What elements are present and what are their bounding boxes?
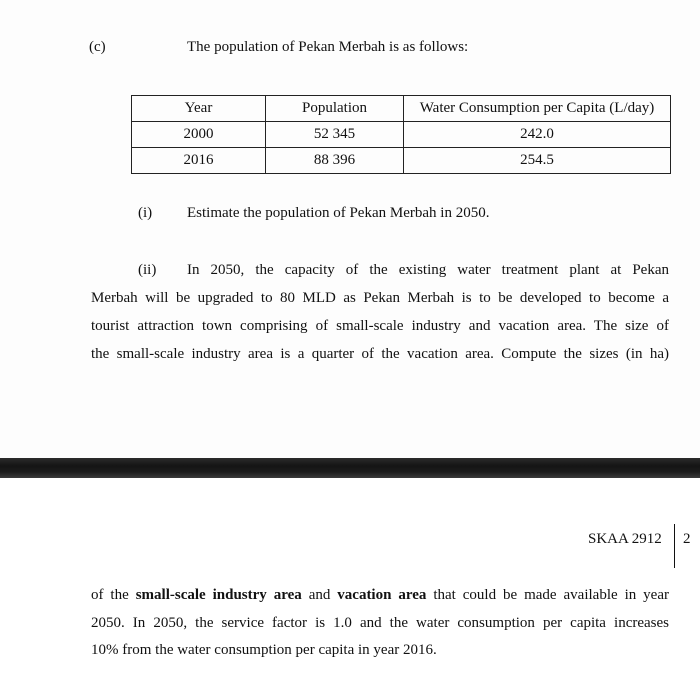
table-header-row	[132, 96, 671, 122]
header-year: Year	[132, 96, 266, 122]
continuation-line-1	[91, 587, 669, 604]
table-row	[132, 122, 671, 148]
table-row	[132, 148, 671, 174]
sub-ii-label: (ii)	[138, 262, 157, 278]
cell-population: 52 345	[266, 122, 404, 148]
small-scale-industry-area-term: small-scale industry area	[135, 587, 302, 603]
sub-ii-line-3: tourist attraction town comprising of small-scale industry and vacation area. The size of	[91, 318, 669, 334]
header-water-consumption: Water Consumption per Capita (L/day)	[404, 96, 671, 122]
question-intro: The population of Pekan Merbah is as follows:	[187, 39, 469, 55]
page-separator-band	[0, 458, 700, 478]
sub-ii-line-2: Merbah will be upgraded to 80 MLD as Pekan Merbah is to be developed to become a	[91, 290, 669, 306]
sub-i-text: Estimate the population of Pekan Merbah in 2050.	[187, 205, 490, 221]
continuation-line-3: 10% from the water consumption per capita in year 2016.	[91, 642, 437, 658]
cell-year: 2016	[132, 148, 266, 174]
vacation-area-term: vacation area	[337, 587, 427, 603]
sub-ii-line-1: In 2050, the capacity of the existing water treatment plant at Pekan	[187, 262, 669, 278]
page-number: 2	[683, 531, 691, 547]
cell-population: 88 396	[266, 148, 404, 174]
population-table	[131, 95, 671, 174]
sub-i-label: (i)	[138, 205, 153, 221]
continuation-text: that could be made available in year	[426, 587, 669, 603]
sub-ii-line-4: the small-scale industry area is a quarter of the vacation area. Compute the sizes (in ha)	[91, 346, 669, 362]
course-code: SKAA 2912	[588, 531, 662, 547]
question-part-label: (c)	[89, 39, 106, 55]
continuation-line-2: 2050. In 2050, the service factor is 1.0 and the water consumption per capita increases	[91, 615, 669, 631]
cell-consumption: 254.5	[404, 148, 671, 174]
header-population: Population	[266, 96, 404, 122]
cell-year: 2000	[132, 122, 266, 148]
header-divider	[674, 524, 675, 568]
cell-consumption: 242.0	[404, 122, 671, 148]
continuation-text: and	[301, 587, 338, 603]
continuation-text: of the	[91, 587, 136, 603]
